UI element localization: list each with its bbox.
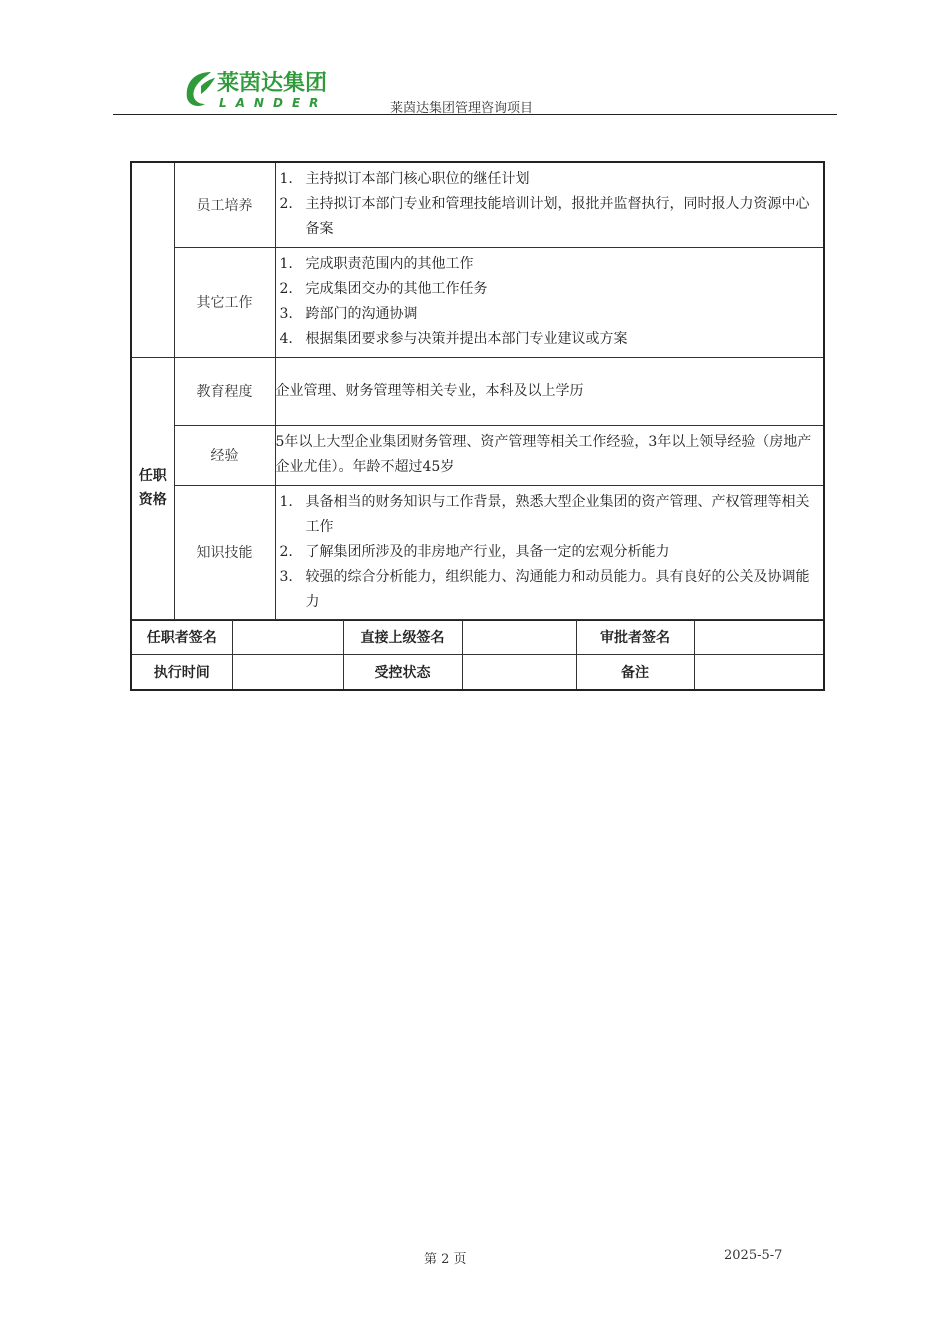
list-item: 2. 主持拟订本部门专业和管理技能培训计划，报批并监督执行，同时报人力资源中心备案 [279, 196, 810, 238]
approver-signature-field[interactable] [694, 620, 824, 655]
signature-row [131, 620, 824, 655]
supervisor-signature-label: 直接上级签名 [343, 620, 462, 655]
row-skills [131, 485, 824, 620]
supervisor-signature-field[interactable] [462, 620, 576, 655]
page-number: 第 2 页 [424, 1252, 467, 1267]
incumbent-signature-field[interactable] [232, 620, 343, 655]
list-item: 4. 根据集团要求参与决策并提出本部门专业建议或方案 [279, 331, 628, 347]
status-row [131, 655, 824, 691]
page-header [113, 60, 837, 116]
list-item: 2. 完成集团交办的其他工作任务 [279, 281, 488, 297]
label-experience: 经验 [174, 425, 275, 485]
content-training [275, 162, 824, 247]
row-education [131, 357, 824, 425]
header-divider [113, 114, 837, 115]
logo-chinese-text: 莱茵达集团 [217, 71, 328, 96]
duties-section-cell [131, 162, 174, 357]
remarks-label: 备注 [576, 655, 694, 691]
signature-table [130, 619, 825, 691]
logo-english-text: LANDER [219, 96, 328, 110]
row-other [131, 247, 824, 357]
content-skills [275, 485, 824, 620]
company-logo [181, 64, 331, 114]
control-status-field[interactable] [462, 655, 576, 691]
list-item: 2. 了解集团所涉及的非房地产行业，具备一定的宏观分析能力 [279, 543, 670, 560]
list-item: 1. 主持拟订本部门核心职位的继任计划 [279, 171, 530, 188]
job-description-table [130, 161, 825, 621]
qualifications-section-label: 任职 资格 [131, 357, 174, 620]
list-item: 3. 较强的综合分析能力，组织能力、沟通能力和动员能力。具有良好的公关及协调能力 [279, 568, 810, 610]
incumbent-signature-label: 任职者签名 [131, 620, 232, 655]
exec-time-field[interactable] [232, 655, 343, 691]
list-item: 1. 完成职责范围内的其他工作 [279, 256, 474, 272]
exec-time-label: 执行时间 [131, 655, 232, 691]
list-item: 1. 具备相当的财务知识与工作背景，熟悉大型企业集团的资产管理、产权管理等相关工作 [279, 493, 810, 535]
label-skills: 知识技能 [174, 485, 275, 620]
row-training [131, 162, 824, 247]
label-other: 其它工作 [174, 247, 275, 357]
content-education: 企业管理、财务管理等相关专业，本科及以上学历 [275, 357, 824, 425]
remarks-field[interactable] [694, 655, 824, 691]
label-training: 员工培养 [174, 162, 275, 247]
control-status-label: 受控状态 [343, 655, 462, 691]
row-experience [131, 425, 824, 485]
content-experience: 5年以上大型企业集团财务管理、资产管理等相关工作经验，3年以上领导经验（房地产企业尤佳）。年龄不超过45岁 [275, 425, 824, 485]
approver-signature-label: 审批者签名 [576, 620, 694, 655]
leaf-logo-icon [181, 68, 217, 110]
label-education: 教育程度 [174, 357, 275, 425]
content-other [275, 247, 824, 357]
list-item: 3. 跨部门的沟通协调 [279, 306, 418, 322]
header-title: 莱茵达集团管理咨询项目 [390, 101, 534, 116]
footer-date: 2025-5-7 [724, 1248, 783, 1263]
